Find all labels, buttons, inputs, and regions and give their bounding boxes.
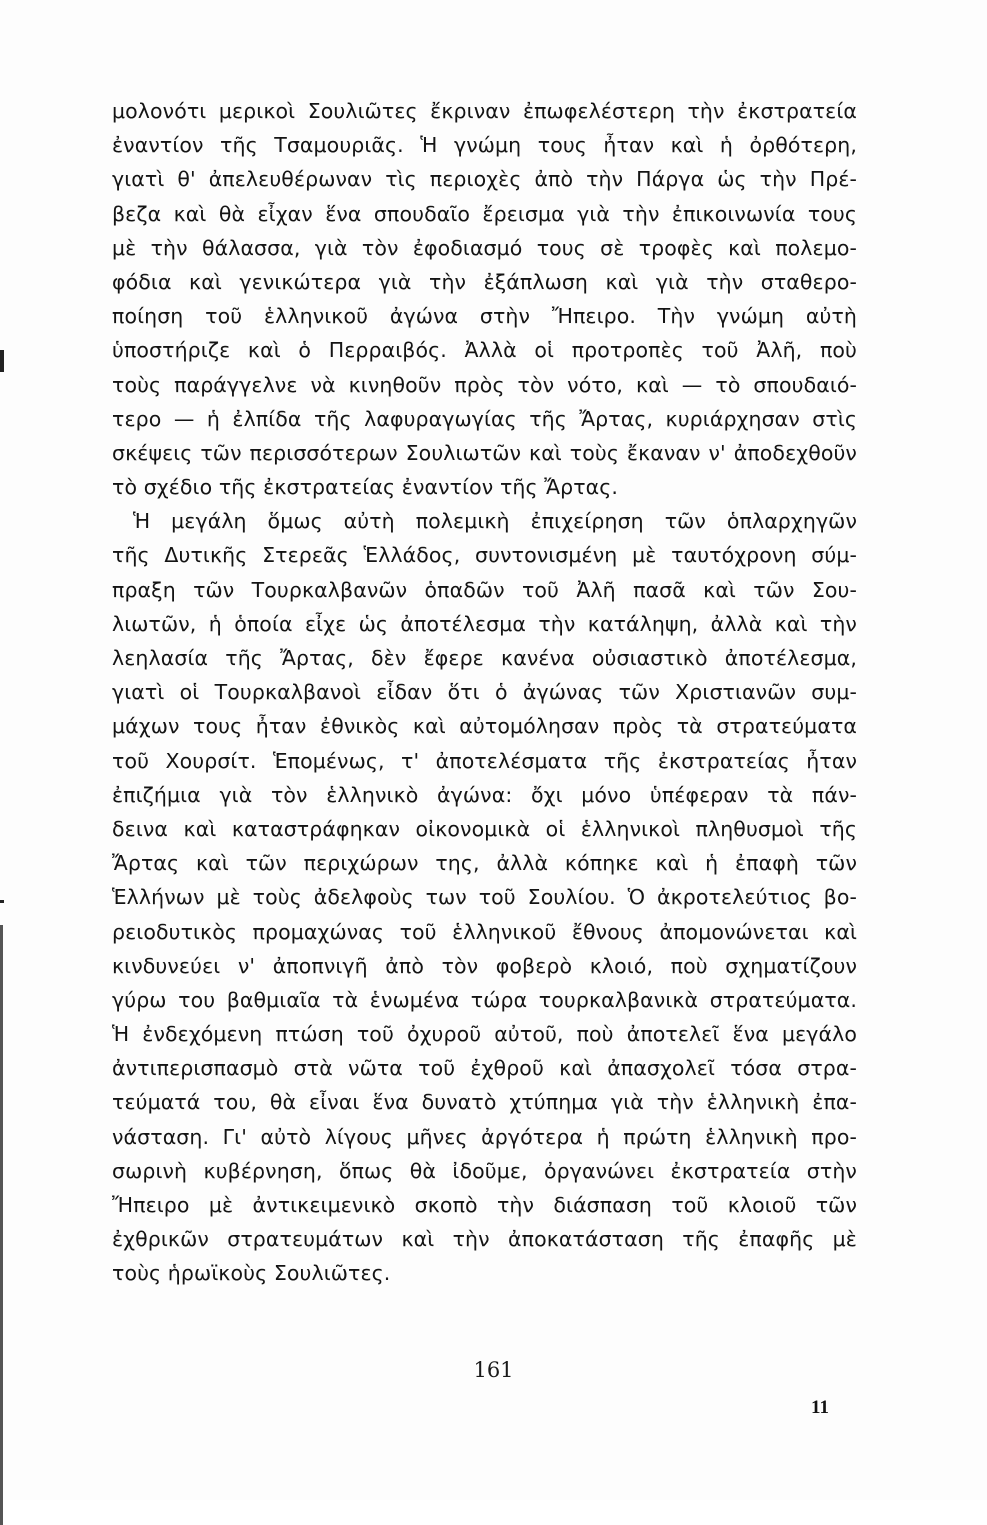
text-line: τοὺς ἡρωϊκοὺς Σουλιῶτες. bbox=[112, 1261, 391, 1286]
body-text bbox=[112, 94, 857, 1291]
text-line: τεύματά του, θὰ εἶναι ἕνα δυνατὸ χτύπημα γιὰ τὴν ἑλληνικὴ ἐπα- bbox=[112, 1090, 857, 1115]
text-line: πραξη τῶν Τουρκαλβανῶν ὁπαδῶν τοῦ Ἀλῆ πασᾶ καὶ τῶν Σου- bbox=[112, 577, 857, 602]
text-line: Ἑλλήνων μὲ τοὺς ἀδελφοὺς των τοῦ Σουλίου. Ὁ ἀκροτελεύτιος βο- bbox=[112, 885, 857, 910]
text-line: Ἡ ἐνδεχόμενη πτώση τοῦ ὀχυροῦ αὐτοῦ, ποὺ ἀποτελεῖ ἕνα μεγάλο bbox=[112, 1022, 857, 1047]
text-line: λεηλασία τῆς Ἄρτας, δὲν ἔφερε κανένα οὐσιαστικὸ ἀποτέλεσμα, bbox=[112, 646, 857, 670]
text-line: βεζα καὶ θὰ εἶχαν ἕνα σπουδαῖο ἔρεισμα γιὰ τὴν ἐπικοινωνία τους bbox=[112, 201, 857, 226]
text-line: μὲ τὴν θάλασσα, γιὰ τὸν ἐφοδιασμό τους σὲ τροφὲς καὶ πολεμο- bbox=[112, 235, 857, 260]
text-line: μάχων τους ἦταν ἐθνικὸς καὶ αὐτομόλησαν πρὸς τὰ στρατεύματα bbox=[112, 714, 857, 739]
text-line: μολονότι μερικοὶ Σουλιῶτες ἔκριναν ἐπωφελέστερη τὴν ἐκστρατεία bbox=[112, 99, 857, 123]
text-line: τοῦ Χουρσίτ. Ἑπομένως, τ' ἀποτελέσματα τῆς ἐκστρατείας ἦταν bbox=[112, 748, 857, 773]
text-line: ἐναντίον τῆς Τσαμουριᾶς. Ἡ γνώμη τους ἦταν καὶ ἡ ὀρθότερη, bbox=[112, 133, 857, 158]
text-line: νάσταση. Γι' αὐτὸ λίγους μῆνες ἀργότερα ἡ πρώτη ἑλληνικὴ προ- bbox=[112, 1124, 857, 1149]
signature-mark: 11 bbox=[811, 1397, 829, 1418]
paragraph-2 bbox=[112, 504, 857, 1290]
text-line: τὸ σχέδιο τῆς ἐκστρατείας ἐναντίον τῆς Ἄρτας. bbox=[112, 475, 619, 500]
text-line: Ἤπειρο μὲ ἀντικειμενικὸ σκοπὸ τὴν διάσπαση τοῦ κλοιοῦ τῶν bbox=[112, 1193, 857, 1217]
text-line: ὑποστήριζε καὶ ὁ Περραιβός. Ἀλλὰ οἱ προτροπὲς τοῦ Ἀλῆ, ποὺ bbox=[112, 338, 857, 363]
text-line: ἐπιζήμια γιὰ τὸν ἑλληνικὸ ἀγώνα: ὄχι μόνο ὑπέφεραν τὰ πάν- bbox=[112, 782, 857, 807]
text-line: σωρινὴ κυβέρνηση, ὅπως θὰ ἰδοῦμε, ὀργανώνει ἐκστρατεία στὴν bbox=[112, 1158, 857, 1183]
text-line: Ἄρτας καὶ τῶν περιχώρων της, ἀλλὰ κόπηκε καὶ ἡ ἐπαφὴ τῶν bbox=[112, 851, 857, 876]
text-line: λιωτῶν, ἡ ὁποία εἶχε ὡς ἀποτέλεσμα τὴν κατάληψη, ἀλλὰ καὶ τὴν bbox=[112, 611, 857, 636]
binding-mark bbox=[0, 900, 4, 903]
text-line: τερο — ἡ ἐλπίδα τῆς λαφυραγωγίας τῆς Ἄρτας, κυριάρχησαν στὶς bbox=[112, 406, 857, 431]
text-line: γιατὶ οἱ Τουρκαλβανοὶ εἶδαν ὅτι ὁ ἀγώνας τῶν Χριστιανῶν συμ- bbox=[112, 680, 857, 705]
text-line: δεινα καὶ καταστράφηκαν οἰκονομικὰ οἱ ἑλληνικοὶ πληθυσμοὶ τῆς bbox=[112, 816, 857, 841]
binding-mark bbox=[0, 350, 4, 372]
text-line: φόδια καὶ γενικώτερα γιὰ τὴν ἐξάπλωση καὶ γιὰ τὴν σταθερο- bbox=[112, 269, 857, 294]
paragraph-1 bbox=[112, 94, 857, 504]
binding-edge-marks bbox=[0, 340, 6, 1440]
text-line: κινδυνεύει ν' ἀποπνιγῆ ἀπὸ τὸν φοβερὸ κλοιό, ποὺ σχηματίζουν bbox=[112, 953, 857, 978]
text-line: γύρω του βαθμιαῖα τὰ ἑνωμένα τώρα τουρκαλβανικὰ στρατεύματα. bbox=[112, 987, 857, 1012]
text-line: ἐχθρικῶν στρατευμάτων καὶ τὴν ἀποκατάσταση τῆς ἐπαφῆς μὲ bbox=[112, 1227, 857, 1252]
text-line: τῆς Δυτικῆς Στερεᾶς Ἑλλάδος, συντονισμένη μὲ ταυτόχρονη σύμ- bbox=[112, 543, 857, 568]
page-number: 161 bbox=[473, 1358, 514, 1382]
text-line: ἀντιπερισπασμὸ στὰ νῶτα τοῦ ἐχθροῦ καὶ ἀπασχολεῖ τόσα στρα- bbox=[112, 1056, 857, 1081]
text-line: γιατὶ θ' ἀπελευθέρωναν τὶς περιοχὲς ἀπὸ τὴν Πάργα ὡς τὴν Πρέ- bbox=[112, 167, 857, 192]
text-line: τοὺς παράγγελνε νὰ κινηθοῦν πρὸς τὸν νότο, καὶ — τὸ σπουδαιό- bbox=[112, 372, 857, 397]
text-line: σκέψεις τῶν περισσότερων Σουλιωτῶν καὶ τοὺς ἔκαναν ν' ἀποδεχθοῦν bbox=[112, 440, 857, 465]
text-line: ποίηση τοῦ ἑλληνικοῦ ἀγώνα στὴν Ἤπειρο. Τὴν γνώμη αὐτὴ bbox=[112, 304, 857, 329]
binding-mark bbox=[0, 925, 3, 1525]
text-line: ρειοδυτικὸς προμαχώνας τοῦ ἑλληνικοῦ ἔθνους ἀπομονώνεται καὶ bbox=[112, 919, 857, 944]
text-line: Ἡ μεγάλη ὅμως αὐτὴ πολεμικὴ ἐπιχείρηση τῶν ὁπλαρχηγῶν bbox=[133, 509, 857, 534]
